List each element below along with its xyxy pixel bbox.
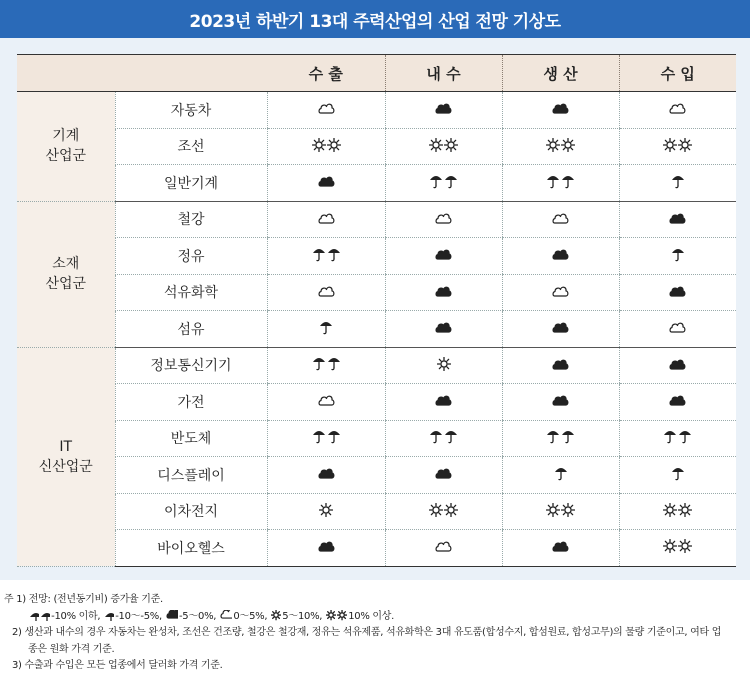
cloud-icon [318, 393, 335, 407]
header-domestic: 내 수 [385, 55, 502, 92]
industry-name: 정유 [115, 238, 267, 275]
forecast-cell [502, 128, 619, 165]
forecast-cell [502, 457, 619, 494]
double-sun-icon [429, 503, 458, 517]
double-sun-icon [663, 503, 692, 517]
forecast-cell [502, 165, 619, 202]
double-sun-icon [663, 138, 692, 152]
table-row [17, 457, 736, 494]
dark-cloud-icon [552, 357, 569, 371]
legend-text: -5～0%, [178, 610, 217, 622]
page-title-text: 2023년 하반기 13대 주력산업의 산업 전망 기상도 [189, 11, 561, 32]
forecast-cell [385, 238, 502, 275]
industry-name: 정보통신기기 [115, 347, 267, 384]
table-row [17, 311, 736, 348]
dark-cloud-icon [669, 211, 686, 225]
forecast-cell [267, 347, 385, 384]
forecast-cell [502, 420, 619, 457]
cloud-icon [435, 539, 452, 553]
forecast-cell [267, 165, 385, 202]
double-sun-icon [429, 138, 458, 152]
forecast-cell [267, 493, 385, 530]
legend-text: -10% 이하, [51, 610, 101, 622]
forecast-cell [267, 530, 385, 567]
forecast-cell [385, 92, 502, 129]
forecast-cell [619, 347, 736, 384]
industry-name: 조선 [115, 128, 267, 165]
table-row [17, 201, 736, 238]
forecast-cell [267, 238, 385, 275]
cloud-icon [552, 211, 569, 225]
forecast-cell [502, 384, 619, 421]
double-umbrella-icon [29, 610, 50, 622]
forecast-cell [385, 493, 502, 530]
industry-name: 철강 [115, 201, 267, 238]
legend-text: 0～5%, [233, 610, 268, 622]
dark-cloud-icon [435, 393, 452, 407]
forecast-cell [267, 311, 385, 348]
umbrella-icon [319, 319, 333, 335]
forecast-cell [619, 493, 736, 530]
header-corner [17, 55, 267, 92]
double-umbrella-icon [429, 428, 458, 444]
footnotes [4, 592, 746, 675]
forecast-cell [385, 274, 502, 311]
table-row [17, 420, 736, 457]
industry-group-cell [17, 201, 115, 347]
table-row [17, 530, 736, 567]
forecast-cell [619, 311, 736, 348]
dark-cloud-icon [552, 320, 569, 334]
sun-icon [271, 610, 281, 620]
forecast-cell [619, 384, 736, 421]
forecast-cell [619, 457, 736, 494]
dark-cloud-icon [166, 610, 178, 620]
industry-group-cell [17, 347, 115, 566]
table-row [17, 384, 736, 421]
forecast-cell [267, 457, 385, 494]
legend-item [28, 611, 103, 622]
forecast-cell [385, 165, 502, 202]
industry-name: 디스플레이 [115, 457, 267, 494]
double-sun-icon [312, 138, 341, 152]
forecast-cell [385, 347, 502, 384]
table-row [17, 165, 736, 202]
dark-cloud-icon [435, 101, 452, 115]
cloud-icon [669, 101, 686, 115]
forecast-cell [267, 128, 385, 165]
double-sun-icon [663, 539, 692, 553]
forecast-cell [619, 165, 736, 202]
dark-cloud-icon [552, 247, 569, 261]
industry-name: 이차전지 [115, 493, 267, 530]
legend-item [325, 611, 394, 622]
forecast-cell [385, 311, 502, 348]
forecast-cell [385, 420, 502, 457]
forecast-cell [385, 530, 502, 567]
cloud-icon [318, 101, 335, 115]
double-umbrella-icon [546, 428, 575, 444]
forecast-cell [619, 420, 736, 457]
header-production: 생 산 [502, 55, 619, 92]
forecast-cell [502, 347, 619, 384]
table-row [17, 493, 736, 530]
cloud-icon [318, 211, 335, 225]
double-sun-icon [326, 610, 347, 620]
forecast-cell [385, 201, 502, 238]
table-row [17, 347, 736, 384]
industry-group-label: 소재 [52, 256, 80, 272]
double-umbrella-icon [312, 246, 341, 262]
industry-group-label: 산업군 [45, 276, 87, 292]
industry-group-label: 신산업군 [38, 458, 93, 475]
umbrella-icon [554, 465, 568, 481]
double-sun-icon [546, 138, 575, 152]
industry-name: 섬유 [115, 311, 267, 348]
double-umbrella-icon [312, 428, 341, 444]
dark-cloud-icon [318, 174, 335, 188]
dark-cloud-icon [669, 357, 686, 371]
table-header-row [17, 55, 736, 92]
umbrella-icon [671, 465, 685, 481]
forecast-cell [267, 420, 385, 457]
industry-group-label: 산업군 [45, 148, 87, 165]
table-row [17, 238, 736, 275]
forecast-cell [619, 238, 736, 275]
industry-name: 일반기계 [115, 165, 267, 202]
cloud-icon [552, 284, 569, 298]
legend-text: -10～-5%, [115, 610, 162, 622]
legend-item [103, 611, 165, 622]
legend-item [165, 611, 219, 622]
dark-cloud-icon [552, 393, 569, 407]
forecast-cell [619, 128, 736, 165]
dark-cloud-icon [435, 320, 452, 334]
header-export: 수 출 [267, 55, 385, 92]
forecast-cell [267, 201, 385, 238]
dark-cloud-icon [435, 466, 452, 480]
umbrella-icon [671, 246, 685, 262]
legend-text: 10% 이상. [348, 610, 395, 622]
industry-name: 자동차 [115, 92, 267, 129]
forecast-cell [385, 457, 502, 494]
forecast-cell [267, 384, 385, 421]
dark-cloud-icon [435, 284, 452, 298]
dark-cloud-icon [552, 101, 569, 115]
industry-name: 가전 [115, 384, 267, 421]
note-1: 주 1) 전망: (전년동기비) 증가율 기준. [4, 594, 163, 605]
forecast-cell [502, 493, 619, 530]
table-row [17, 92, 736, 129]
forecast-cell [502, 92, 619, 129]
dark-cloud-icon [669, 284, 686, 298]
legend-item [219, 611, 270, 622]
forecast-cell [267, 92, 385, 129]
sun-icon [437, 357, 451, 371]
forecast-table [17, 54, 736, 567]
dark-cloud-icon [318, 539, 335, 553]
forecast-cell [619, 530, 736, 567]
legend-item [270, 611, 325, 622]
header-import: 수 입 [619, 55, 736, 92]
double-umbrella-icon [429, 173, 458, 189]
table-row [17, 128, 736, 165]
double-umbrella-icon [546, 173, 575, 189]
double-sun-icon [546, 503, 575, 517]
legend-line [4, 609, 746, 626]
dark-cloud-icon [435, 247, 452, 261]
forecast-cell [619, 201, 736, 238]
forecast-cell [619, 92, 736, 129]
umbrella-icon [671, 173, 685, 189]
industry-name: 바이오헬스 [115, 530, 267, 567]
industry-group-label: 기계 [52, 128, 80, 145]
double-umbrella-icon [312, 355, 341, 371]
dark-cloud-icon [552, 539, 569, 553]
note-2-line-1: 2) 생산과 내수의 경우 자동차는 완성차, 조선은 건조량, 철강은 철강재, 정유는 석유제품, 석유화학은 3대 유도품(합성수지, 합섬원료, 합성고무)의 물량 기준이고, 여타 업 [12, 627, 722, 638]
forecast-cell [502, 201, 619, 238]
legend-text: 5～10%, [282, 610, 323, 622]
forecast-cell [502, 311, 619, 348]
industry-name: 반도체 [115, 420, 267, 457]
cloud-icon [669, 320, 686, 334]
forecast-cell [619, 274, 736, 311]
cloud-icon [220, 610, 232, 620]
forecast-cell [385, 128, 502, 165]
forecast-cell [502, 238, 619, 275]
forecast-cell [385, 384, 502, 421]
page-title [0, 0, 750, 38]
dark-cloud-icon [669, 393, 686, 407]
cloud-icon [435, 211, 452, 225]
cloud-icon [318, 284, 335, 298]
note-2-line-2: 종은 원화 가격 기준. [28, 643, 115, 655]
industry-name: 석유화학 [115, 274, 267, 311]
forecast-cell [502, 274, 619, 311]
dark-cloud-icon [318, 466, 335, 480]
industry-group-cell [17, 92, 115, 202]
note-3: 3) 수출과 수입은 모든 업종에서 달러화 가격 기준. [12, 660, 223, 671]
table-row [17, 274, 736, 311]
forecast-cell [502, 530, 619, 567]
double-umbrella-icon [663, 428, 692, 444]
forecast-cell [267, 274, 385, 311]
industry-group-label: IT [59, 438, 73, 455]
umbrella-icon [104, 610, 114, 622]
sun-icon [319, 503, 333, 517]
